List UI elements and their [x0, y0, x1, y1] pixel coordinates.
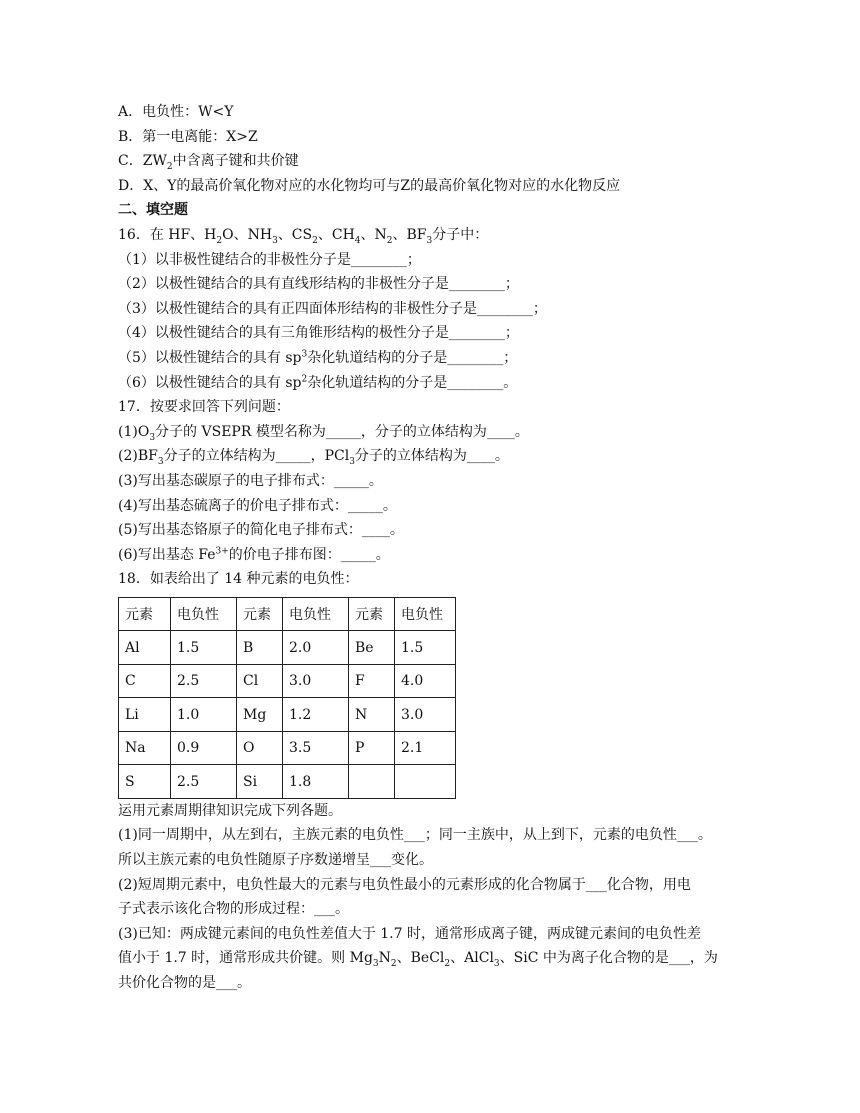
q18-part3-text: 、BeCl: [396, 950, 445, 967]
table-row: [119, 631, 456, 665]
table-cell: 2.5: [171, 765, 237, 799]
q16-item-text: 杂化轨道结构的分子是________；: [307, 349, 518, 366]
q17-item-text: 分子的立体结构为_____，PCl: [163, 448, 350, 465]
table-header-cell: 元素: [349, 597, 395, 631]
q16-item-text: （5）以极性键结合的具有 sp: [118, 349, 302, 366]
table-row: [119, 664, 456, 698]
q16-item: （3）以极性键结合的具有正四面体形结构的非极性分子是________；: [118, 300, 547, 317]
subscript: 3: [149, 432, 156, 443]
option-d: D．X、Y的最高价氧化物对应的水化物均可与Z的最高价氧化物对应的水化物反应: [118, 177, 621, 194]
q16-item-text: （6）以极性键结合的具有 sp: [118, 374, 302, 391]
q17-item-text: 分子的立体结构为____。: [354, 448, 509, 465]
q18-part3-text: 值小于 1.7 时，通常形成共价键。则 Mg: [118, 950, 373, 967]
q16-intro-text: 分子中：: [432, 226, 489, 243]
q17-item: [118, 543, 743, 568]
table-header-row: [119, 597, 456, 631]
superscript: 3: [301, 349, 308, 360]
subscript: 3: [372, 959, 379, 970]
table-row: [119, 765, 456, 799]
superscript: 3+: [215, 546, 229, 557]
q16-item: （4）以极性键结合的具有三角锥形结构的极性分子是________；: [118, 325, 519, 342]
q18-part1: (1)同一周期中，从左到右，主族元素的电负性___；同一主族中，从上到下，元素的电负性___。: [118, 827, 712, 844]
table-cell: 1.5: [171, 631, 237, 665]
q16-intro-text: 、CS: [277, 226, 313, 243]
option-a: A．电负性：W<Y: [118, 104, 234, 120]
option-c-text: C．ZW: [118, 153, 167, 170]
table-cell: 1.0: [171, 698, 237, 732]
q18-part3: [118, 946, 743, 971]
q16-item: [118, 371, 743, 396]
q18-part1: 所以主族元素的电负性随原子序数递增呈___变化。: [118, 852, 433, 869]
table-header-cell: 元素: [237, 597, 283, 631]
q16-intro: [118, 223, 743, 248]
q16-item-text: 杂化轨道结构的分子是________。: [307, 374, 518, 391]
table-header-cell: 电负性: [171, 597, 237, 631]
table-cell: [349, 765, 395, 799]
table-cell: 2.0: [283, 631, 349, 665]
q18-part3-text: 、AlCl: [450, 950, 494, 967]
table-cell: Cl: [237, 664, 283, 698]
table-cell: P: [349, 731, 395, 765]
table-header-cell: 元素: [119, 597, 171, 631]
table-cell: B: [237, 631, 283, 665]
table-cell: 3.0: [395, 698, 456, 732]
q17-item: (3)写出基态碳原子的电子排布式：_____。: [118, 472, 383, 489]
table-cell: 1.2: [283, 698, 349, 732]
table-cell: Si: [237, 765, 283, 799]
q16-item: （1）以非极性键结合的非极性分子是________；: [118, 251, 421, 268]
electronegativity-table: [118, 597, 456, 799]
q16-item: （2）以极性键结合的具有直线形结构的非极性分子是________；: [118, 276, 519, 293]
q16-intro-text: 、N: [360, 226, 387, 243]
q18-part3-text: 、SiC 中为离子化合物的是___，为: [499, 950, 718, 967]
q16-item: [118, 346, 743, 371]
subscript: 3: [157, 457, 164, 468]
subscript: 2: [216, 235, 223, 246]
table-cell: 2.1: [395, 731, 456, 765]
q17-item: (4)写出基态硫离子的价电子排布式：_____。: [118, 497, 397, 514]
q17-title: 17．按要求回答下列问题：: [118, 399, 290, 416]
table-cell: Al: [119, 631, 171, 665]
table-cell: 1.5: [395, 631, 456, 665]
q16-intro-text: 16．在 HF、H: [118, 226, 217, 243]
table-cell: 4.0: [395, 664, 456, 698]
q18-title: 18．如表给出了 14 种元素的电负性：: [118, 571, 359, 588]
q18-instruction: 运用元素周期律知识完成下列各题。: [118, 802, 342, 819]
q18-part2: (2)短周期元素中，电负性最大的元素与电负性最小的元素形成的化合物属于___化合物，用电: [118, 876, 691, 893]
table-cell: N: [349, 698, 395, 732]
table-cell: [395, 765, 456, 799]
section-title: 二、填空题: [118, 202, 188, 219]
superscript: 2: [301, 373, 308, 384]
table-header-cell: 电负性: [283, 597, 349, 631]
option-b: B．第一电离能：X>Z: [118, 128, 258, 145]
table-row: [119, 731, 456, 765]
table-cell: O: [237, 731, 283, 765]
q18-part3-text: N: [378, 950, 391, 967]
q17-item-text: (6)写出基态 Fe: [118, 546, 216, 563]
option-c-text: 中含离子键和共价键: [172, 153, 299, 170]
q17-item-text: (2)BF: [118, 448, 158, 465]
table-cell: S: [119, 765, 171, 799]
table-cell: F: [349, 664, 395, 698]
q17-item: (5)写出基态铬原子的简化电子排布式：____。: [118, 522, 404, 539]
subscript: 3: [426, 235, 433, 246]
table-cell: C: [119, 664, 171, 698]
table-cell: Mg: [237, 698, 283, 732]
table-cell: Li: [119, 698, 171, 732]
q17-item: [118, 444, 743, 469]
q16-intro-text: 、BF: [392, 226, 427, 243]
q16-intro-text: 、CH: [317, 226, 355, 243]
table-cell: 3.0: [283, 664, 349, 698]
table-cell: 3.5: [283, 731, 349, 765]
subscript: 4: [354, 235, 361, 246]
subscript: 2: [312, 235, 318, 246]
document-page: [118, 100, 743, 996]
q18-part3: 共价化合物的是___。: [118, 975, 251, 992]
table-row: [119, 698, 456, 732]
q17-item: [118, 420, 743, 445]
table-header-cell: 电负性: [395, 597, 456, 631]
table-cell: 2.5: [171, 664, 237, 698]
table-cell: Na: [119, 731, 171, 765]
option-c: [118, 149, 743, 174]
q17-item-text: 的价电子排布图：_____。: [228, 546, 390, 563]
q16-intro-text: O、NH: [222, 226, 273, 243]
q18-part2: 子式表示该化合物的形成过程：___。: [118, 901, 349, 918]
subscript: 2: [386, 235, 393, 246]
subscript: 2: [390, 959, 397, 970]
table-cell: 0.9: [171, 731, 237, 765]
q18-part3: (3)已知：两成键元素间的电负性差值大于 1.7 时，通常形成离子键，两成键元素间的电负性差: [118, 925, 701, 942]
table-cell: 1.8: [283, 765, 349, 799]
subscript: 2: [166, 161, 173, 172]
q17-item-text: (1)O: [118, 423, 150, 440]
subscript: 3: [272, 235, 278, 246]
q17-item-text: 分子的 VSEPR 模型名称为_____，分子的立体结构为____。: [155, 423, 529, 440]
table-cell: Be: [349, 631, 395, 665]
subscript: 2: [444, 959, 451, 970]
subscript: 3: [493, 959, 500, 970]
subscript: 3: [349, 457, 355, 468]
